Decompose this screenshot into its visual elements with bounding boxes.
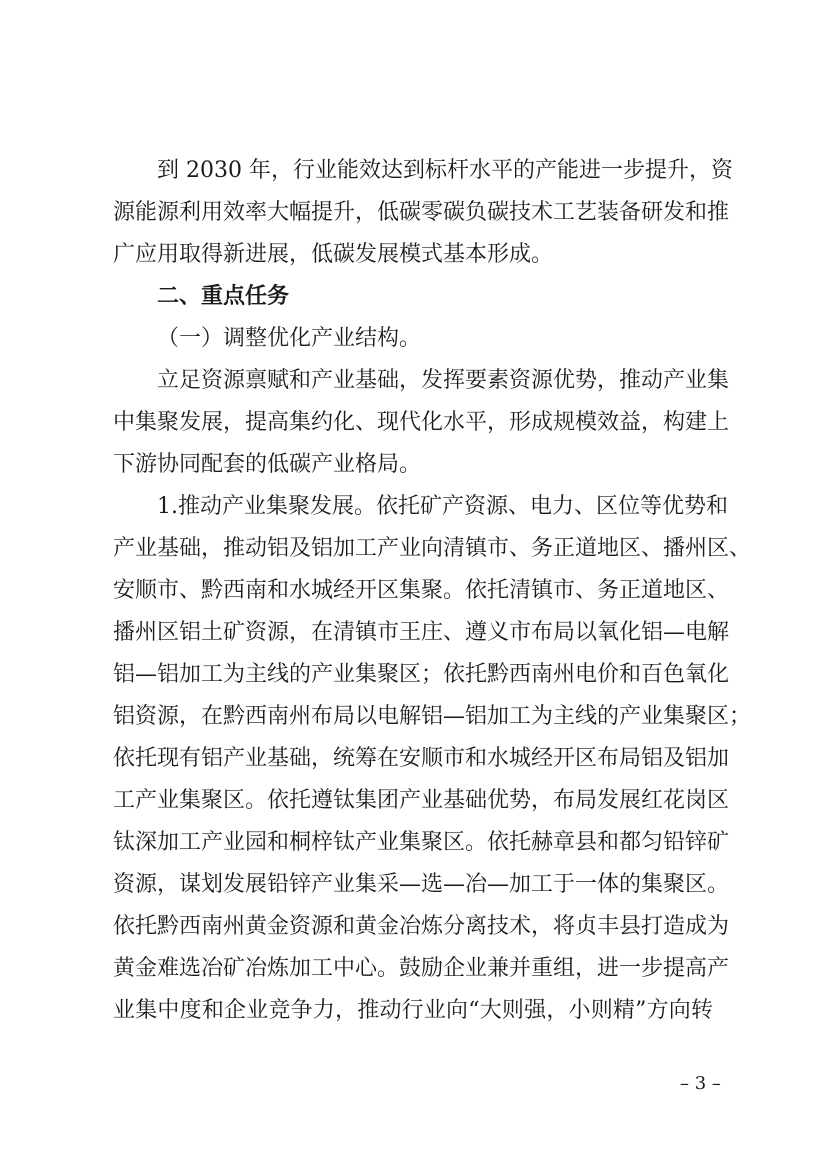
paragraph-3-line-7: 依托现有铝产业基础，统筹在安顺市和水城经开区布局铝及铝加 xyxy=(113,746,730,771)
section-heading: 二、重点任务 xyxy=(157,284,290,309)
paragraph-2-line-1: 立足资源禀赋和产业基础，发挥要素资源优势，推动产业集 xyxy=(157,368,730,393)
paragraph-2-line-3: 下游协同配套的低碳产业格局。 xyxy=(113,452,422,477)
paragraph-3-line-6: 铝资源，在黔西南州布局以电解铝—铝加工为主线的产业集聚区； xyxy=(113,704,752,729)
paragraph-3-line-8: 工产业集聚区。依托遵钛集团产业基础优势，布局发展红花岗区 xyxy=(113,788,730,813)
paragraph-1-line-1: 到 2030 年，行业能效达到标杆水平的产能进一步提升，资 xyxy=(157,158,733,183)
paragraph-3-line-11: 依托黔西南州黄金资源和黄金冶炼分离技术，将贞丰县打造成为 xyxy=(113,914,730,939)
paragraph-3-line-10: 资源，谋划发展铅锌产业集采—选—冶—加工于一体的集聚区。 xyxy=(113,872,730,897)
paragraph-3-line-2: 产业基础，推动铝及铝加工产业向清镇市、务正道地区、播州区、 xyxy=(113,536,752,561)
paragraph-3-line-4: 播州区铝土矿资源，在清镇市王庄、遵义市布局以氧化铝—电解 xyxy=(113,620,730,645)
subsection-heading: （一）调整优化产业结构。 xyxy=(157,326,422,351)
page-number: – 3 – xyxy=(680,1073,721,1094)
paragraph-2-line-2: 中集聚发展，提高集约化、现代化水平，形成规模效益，构建上 xyxy=(113,410,730,435)
paragraph-3-line-12: 黄金难选冶矿冶炼加工中心。鼓励企业兼并重组，进一步提高产 xyxy=(113,956,730,981)
paragraph-3-line-5: 铝—铝加工为主线的产业集聚区；依托黔西南州电价和百色氧化 xyxy=(113,662,730,687)
paragraph-3-line-13: 业集中度和企业竞争力，推动行业向“大则强，小则精”方向转 xyxy=(113,998,713,1023)
paragraph-1-line-3: 广应用取得新进展，低碳发展模式基本形成。 xyxy=(113,242,554,267)
paragraph-1-line-2: 源能源利用效率大幅提升，低碳零碳负碳技术工艺装备研发和推 xyxy=(113,200,730,225)
paragraph-3-line-9: 钛深加工产业园和桐梓钛产业集聚区。依托赫章县和都匀铅锌矿 xyxy=(113,830,730,855)
paragraph-3-line-1: 1.推动产业集聚发展。依托矿产资源、电力、区位等优势和 xyxy=(157,494,728,519)
paragraph-3-line-3: 安顺市、黔西南和水城经开区集聚。依托清镇市、务正道地区、 xyxy=(113,578,730,603)
